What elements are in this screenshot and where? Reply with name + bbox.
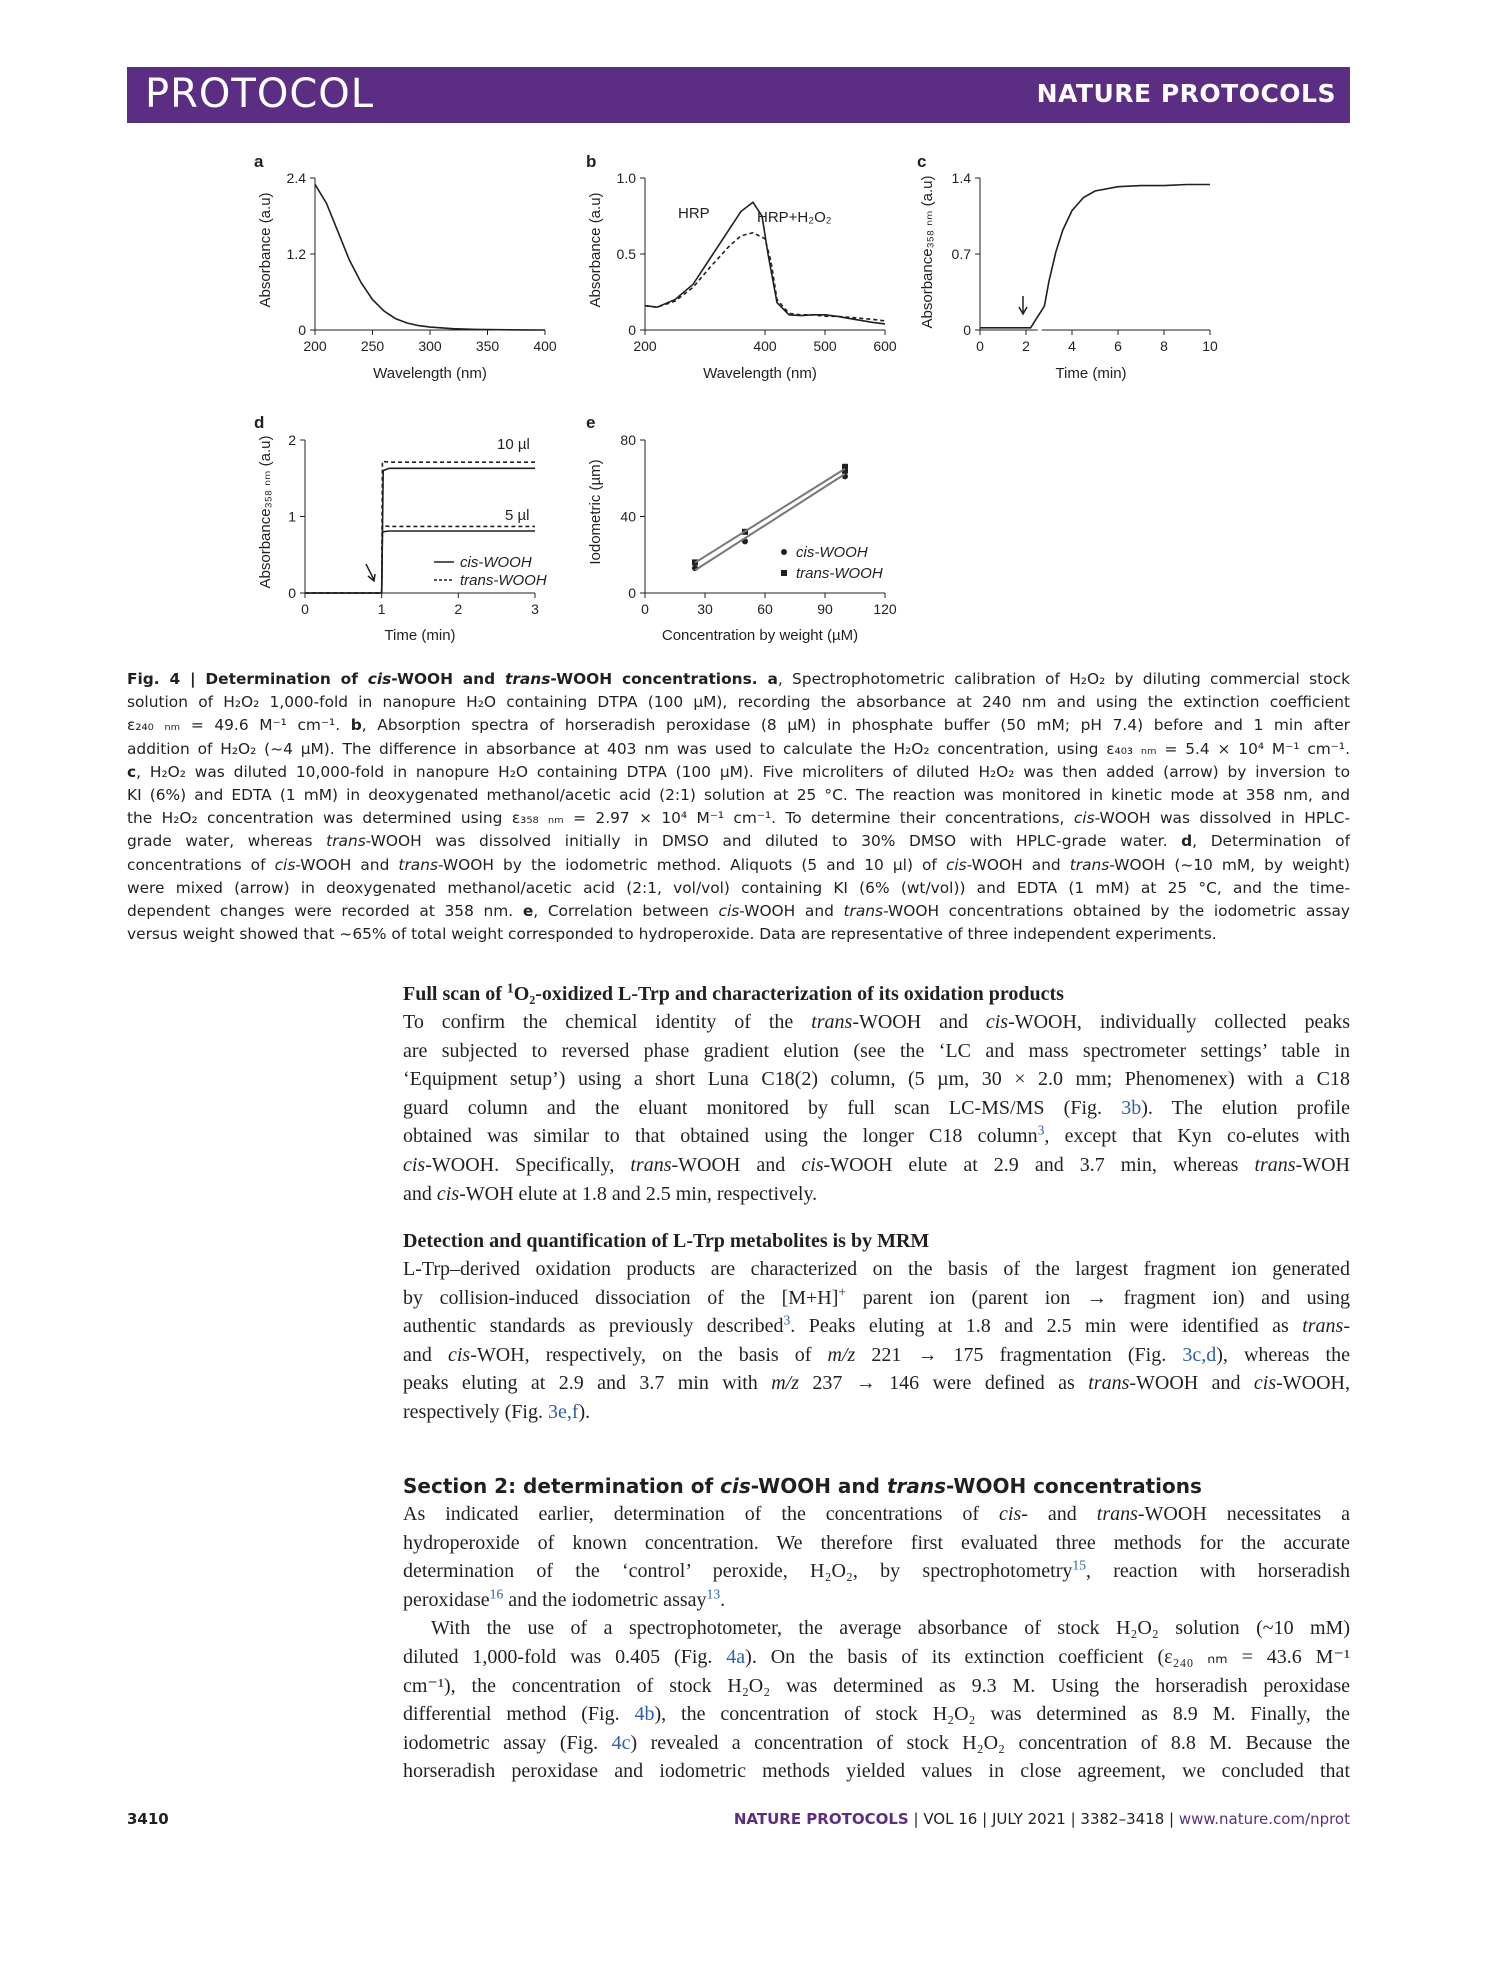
panel-e-legend-cis: cis-WOOH [796,544,868,561]
y-tick-label-a: 1.2 [286,246,306,262]
x-tick-label-c: 10 [1202,338,1218,354]
x-tick-label-d: 2 [454,601,463,617]
header-section-label: PROTOCOL [145,71,375,117]
y-tick-label-e: 0 [628,585,636,601]
y-tick-label-c: 0.7 [951,246,971,262]
x-tick-label-a: 250 [360,338,385,354]
y-tick-label-d: 0 [288,585,296,601]
panel-label-b: b [586,152,597,171]
fig-4c-link[interactable]: 4c [611,1731,631,1754]
ref-3-link[interactable]: 3 [1037,1122,1045,1138]
panel-d-legend-cis: cis-WOOH [460,554,532,571]
x-tick-label-c: 6 [1114,338,1122,354]
y-tick-label-b: 0.5 [616,246,636,262]
page-footer [127,1810,1350,1834]
panel-d-arrow-icon [366,564,375,581]
x-tick-label-e: 90 [817,601,833,617]
y-tick-label-a: 0 [298,322,306,338]
y-tick-label-d: 2 [288,432,296,448]
x-tick-label-b: 200 [633,338,657,354]
y-tick-label-c: 1.4 [951,170,971,186]
x-tick-label-a: 400 [533,338,557,354]
citation: NATURE PROTOCOLS | VOL 16 | JULY 2021 | 3382–3418 | www.nature.com/nprot [733,1810,1350,1828]
ref-13-link[interactable]: 13 [706,1586,721,1602]
fig-3b-link[interactable]: 3b [1121,1096,1142,1119]
y-tick-label-e: 80 [620,432,636,448]
fig-4a-link[interactable]: 4a [726,1645,746,1668]
panel-a-xlabel: Wavelength (nm) [373,365,487,382]
section-full-scan: Full scan of $^1$O₂-oxidized L-Trp and characterization of its oxidation products To confirm the chemical identity of the trans-WOOH and cis-WOOH, individually collected peaks are subjected to reversed phase gradient elution (see the ‘LC and mass spectrometer settings’ table in ‘Equipment setup’) using a short Luna C18(2) column, (5 µm, 30 × 2.0 mm; Phenomenex) with a C18 guard column and the eluant monitored by full scan LC-MS/MS (Fig. 3b). The elution profile obtained was similar to that obtained using the longer C18 column$^3$, except that Kyn co-elutes with cis-WOOH. Specifically, trans-WOOH and cis-WOOH elute at 2.9 and 3.7 min, whereas trans-WOH and cis-WOH elute at 1.8 and 2.5 min, respectively. [403,980,1350,1205]
x-tick-label-e: 120 [873,601,897,617]
fig-4b-link[interactable]: 4b [634,1703,655,1726]
section-2-title: Section 2: determination of cis-WOOH and trans-WOOH concentrations [403,1474,1202,1498]
series-line-c-0 [980,185,1210,328]
panel-d-ylabel: Absorbance₃₅₈ ₙₘ (a.u) [257,435,274,589]
header-journal-name: NATURE PROTOCOLS [1036,79,1336,108]
x-tick-label-d: 3 [531,601,539,617]
panel-e-legend-trans: trans-WOOH [796,565,883,582]
panel-c-ylabel: Absorbance₃₅₈ ₙₘ (a.u) [919,175,936,329]
x-tick-label-c: 4 [1068,338,1076,354]
x-tick-label-b: 400 [753,338,777,354]
x-tick-label-c: 8 [1160,338,1168,354]
fig-3cd-link[interactable]: 3c,d [1182,1343,1217,1366]
x-tick-label-b: 500 [813,338,837,354]
legend-trans-marker [781,570,787,576]
y-tick-label-e: 40 [620,508,636,525]
section-full-scan-title: Full scan of $^1$O₂-oxidized L-Trp and characterization of its oxidation products [403,980,1064,1005]
legend-cis-marker [781,549,787,555]
y-tick-label-b: 1.0 [616,170,636,186]
panel-b-ylabel: Absorbance (a.u) [587,192,604,308]
x-tick-label-a: 350 [475,338,500,354]
section-2: Section 2: determination of cis-WOOH and trans-WOOH concentrations As indicated earlier, determination of the concentrations of cis- and trans-WOOH necessitates a hydroperoxide of known concentration. We therefore first evaluated three methods for the accurate determination of the ‘control’ peroxide, H₂O₂, by spectrophotometry$^{15}$, reaction with horseradish peroxidase$^{16}$ and the iodometric assay$^{13}$. With the use of a spectrophotometer, the average absorbance of stock H₂O₂ solution (~10 mM) diluted 1,000-fold was 0.405 (Fig. 4a). On the basis of its extinction coefficient (ε₂₄₀ ₙₘ = 43.6 M⁻¹ cm⁻¹), the concentration of stock H₂O₂ was determined as 9.3 M. Using the horseradish peroxidase differential method (Fig. 4b), the concentration of stock H₂O₂ was determined as 8.9 M. Finally, the iodometric assay (Fig. 4c) revealed a concentration of stock H₂O₂ concentration of 8.8 M. Because the horseradish peroxidase and iodometric methods yielded values in close agreement, we concluded that [403,1474,1351,1783]
x-tick-label-a: 200 [303,338,327,354]
section-mrm: Detection and quantification of L-Trp metabolites is by MRM L-Trp–derived oxidation products are characterized on the basis of the largest fragment ion generated by collision-induced dissociation of the [M+H]+ parent ion (parent ion → fragment ion) and using authentic standards as previously described$^3$. Peaks eluting at 1.8 and 2.5 min were identified as trans- and cis-WOH, respectively, on the basis of m/z 221 → 175 fragmentation (Fig. 3c,d), whereas the peaks eluting at 2.9 and 3.7 min with m/z 237 → 146 were defined as trans-WOOH and cis-WOOH, respectively (Fig. 3e,f). [403,1227,1350,1427]
section-mrm-title: Detection and quantification of L-Trp metabolites is by MRM [403,1230,930,1252]
y-tick-label-d: 1 [288,508,296,525]
fig-3ef-link[interactable]: 3e,f [547,1400,579,1423]
panel-label-a: a [254,152,264,171]
x-tick-label-e: 0 [641,601,649,617]
panel-b-hrp-label: HRP [678,205,710,222]
panel-d-legend-trans: trans-WOOH [460,572,547,589]
panel-d-5ul-label: 5 µl [505,507,530,524]
panel-label-c: c [917,152,927,171]
y-tick-label-b: 0 [628,322,636,338]
x-tick-label-d: 1 [377,601,386,617]
ref-15-link[interactable]: 15 [1072,1557,1086,1573]
panel-label-d: d [254,413,265,432]
journal-url-link[interactable]: www.nature.com/nprot [1178,1810,1350,1828]
panel-d-10ul-label: 10 µl [497,436,530,453]
panel-c-arrow-icon [1019,296,1027,314]
x-tick-label-e: 30 [697,601,713,617]
panel-e-ylabel: Iodometric (µm) [587,459,604,565]
y-tick-label-c: 0 [963,322,971,338]
x-tick-label-b: 600 [873,338,897,354]
x-tick-label-d: 0 [301,601,309,617]
figure-4 [0,0,1489,660]
y-tick-label-a: 2.4 [286,170,306,186]
panel-label-e: e [586,413,596,432]
panel-c-xlabel: Time (min) [1055,365,1127,382]
ref-16-link[interactable]: 16 [489,1586,504,1602]
x-tick-label-a: 300 [418,338,442,354]
figure-caption: Fig. 4 | Determination of cis-WOOH and trans-WOOH concentrations. a, Spectrophotometric calibration of H₂O₂ by diluting commercial stock solution of H₂O₂ 1,000-fold in nanopure H₂O containing DTPA (100 µM), recording the absorbance at 240 nm and using the extinction coefficient ε₂₄₀ ₙₘ = 49.6 M⁻¹ cm⁻¹. b, Absorption spectra of horseradish peroxidase (8 µM) in phosphate buffer (50 mM; pH 7.4) before and 1 min after addition of H₂O₂ (~4 µM). The difference in absorbance at 403 nm was used to calculate the H₂O₂ concentration, using ε₄₀₃ ₙₘ = 5.4 × 10⁴ M⁻¹ cm⁻¹. c, H₂O₂ was diluted 10,000-fold in nanopure H₂O containing DTPA (100 µM). Five microliters of diluted H₂O₂ was then added (arrow) by inversion to KI (6%) and EDTA (1 mM) in deoxygenated methanol/acetic acid (2:1) solution at 25 °C. The reaction was monitored in kinetic mode at 358 nm, and the H₂O₂ concentration was determined using ε₃₅₈ ₙₘ = 2.97 × 10⁴ M⁻¹ cm⁻¹. To determine their concentrations, cis-WOOH was dissolved in HPLC- grade water, whereas trans-WOOH was dissolved initially in DMSO and diluted to 30% DMSO with HPLC-grade water. d, Determination of concentrations of cis-WOOH and trans-WOOH by the iodometric method. Aliquots (5 and 10 µl) of cis-WOOH and trans-WOOH (~10 mM, by weight) were mixed (arrow) in deoxygenated methanol/acetic acid (2:1, vol/vol) containing KI (6% (wt/vol)) and EDTA (1 mM) at 25 °C, and the time- dependent changes were recorded at 358 nm. e, Correlation between cis-WOOH and trans-WOOH concentrations obtained by the iodometric assay versus weight showed that ~65% of total weight corresponded to hydroperoxide. Data are representative of three independent experiments. [127,670,1351,944]
x-tick-label-e: 60 [757,601,773,617]
panel-a-ylabel: Absorbance (a.u) [257,192,274,308]
panel-d-xlabel: Time (min) [384,627,456,644]
ref-3b-link[interactable]: 3 [783,1312,791,1328]
page-number: 3410 [127,1810,169,1828]
series-line-a-0 [315,184,545,330]
x-tick-label-c: 0 [976,338,984,354]
panel-b-hrp-h2o2-label: HRP+H₂O₂ [757,209,832,226]
series-line-b-1 [645,233,885,321]
panel-e-xlabel: Concentration by weight (µM) [661,627,859,644]
panel-b-xlabel: Wavelength (nm) [703,365,817,382]
x-tick-label-c: 2 [1022,338,1030,354]
